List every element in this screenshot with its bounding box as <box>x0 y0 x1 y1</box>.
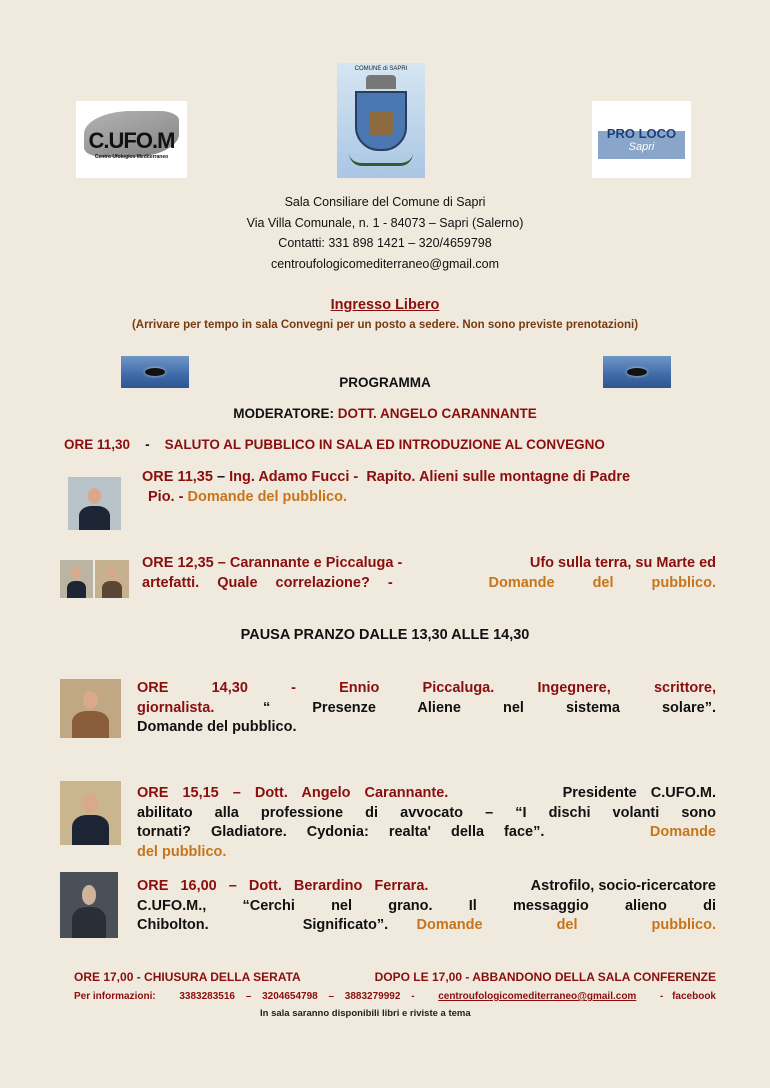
speaker-photo-fucci <box>68 477 121 530</box>
venue-email: centroufologicomediterraneo@gmail.com <box>270 256 500 271</box>
opening-time: ORE 11,30 <box>64 437 131 452</box>
talk-1-time: ORE 11,35 <box>142 469 213 485</box>
speaker-photo-carannante <box>60 560 93 598</box>
talk-2-title-end: artefatti. Quale correlazione? - <box>142 574 393 591</box>
sapri-coat-of-arms <box>337 63 425 178</box>
venue-contacts: Contatti: 331 898 1421 – 320/4659798 <box>278 236 492 250</box>
cufom-logo-text: C.UFO.M <box>88 127 175 153</box>
talk-5 <box>137 877 716 936</box>
talk-2-heading: ORE 12,35 – Carannante e Piccaluga - <box>142 555 403 571</box>
lunch-break: PAUSA PRANZO DALLE 13,30 ALLE 14,30 <box>240 627 530 643</box>
crown-icon <box>366 75 396 89</box>
venue-address: Via Villa Comunale, n. 1 - 84073 – Sapri (Salerno) <box>246 215 524 230</box>
talk-4-questions: Domande <box>649 824 716 840</box>
talk-5-questions: Domande del pubblico. <box>416 917 716 933</box>
talk-4 <box>137 784 716 862</box>
talk-4-description: abilitato alla professione di avvocato – “I dischi volanti sono <box>137 804 716 821</box>
programma-heading: PROGRAMMA <box>339 375 431 390</box>
opening-text: SALUTO AL PUBBLICO IN SALA ED INTRODUZIONE AL CONVEGNO <box>164 437 605 452</box>
coat-of-arms-caption: COMUNE di SAPRI <box>354 66 408 72</box>
leave-time: DOPO LE 17,00 - ABBANDONO DELLA SALA CONFERENZE <box>374 970 716 984</box>
pro-loco-text: PRO LOCO <box>606 126 677 141</box>
shield-icon <box>355 91 407 151</box>
talk-5-role: Astrofilo, socio-ricercatore <box>530 878 716 894</box>
talk-1-dash: – <box>216 469 226 485</box>
talk-4-questions-end: del pubblico. <box>137 843 227 860</box>
venue-info <box>0 192 770 274</box>
talk-1-speaker: Ing. Adamo Fucci - <box>229 469 359 485</box>
talk-4-title: tornati? Gladiatore. Cydonia: realta' della face”. <box>137 824 545 840</box>
footer-times <box>74 970 716 984</box>
opening-line <box>64 437 605 452</box>
moderator-line <box>0 406 770 421</box>
pro-loco-subtitle: Sapri <box>628 141 655 153</box>
closing-time: ORE 17,00 - CHIUSURA DELLA SERATA <box>74 970 301 984</box>
cufom-logo-subtitle: Centro Ufologico Mediterraneo <box>94 153 169 160</box>
talk-1 <box>142 468 716 507</box>
speaker-photos-carannante-piccaluga <box>60 560 129 598</box>
talk-4-heading: ORE 15,15 – Dott. Angelo Carannante. <box>137 785 449 801</box>
talk-4-role: Presidente C.UFO.M. <box>562 785 716 801</box>
pro-loco-logo <box>592 101 691 178</box>
speaker-photo-piccaluga <box>95 560 129 598</box>
talk-1-title-end: Pio. - <box>148 488 184 505</box>
talk-5-title-end: Chibolton. Significato”. <box>137 917 389 933</box>
speaker-photo-piccaluga-2 <box>60 679 121 738</box>
info-email[interactable]: centroufologicomediterraneo@gmail.com <box>438 991 637 1002</box>
venue-name: Sala Consiliare del Comune di Sapri <box>284 195 486 209</box>
talk-3-title: “ Presenze Aliene nel sistema solare”. <box>262 699 716 716</box>
entry-note: (Arrivare per tempo in sala Convegni per un posto a sedere. Non sono previste prenotazioni) <box>131 319 639 331</box>
opening-separator: - <box>145 437 150 452</box>
info-phones: 3383283516 – 3204654798 – 3883279992 - <box>179 991 415 1002</box>
talk-3 <box>137 679 716 738</box>
info-facebook: - facebook <box>659 991 716 1002</box>
talk-1-questions: Domande del pubblico. <box>187 488 347 505</box>
moderator-name: DOTT. ANGELO CARANNANTE <box>337 406 537 421</box>
free-entry-title: Ingresso Libero <box>330 297 440 313</box>
talk-5-heading: ORE 16,00 – Dott. Berardino Ferrara. <box>137 878 429 894</box>
cufom-logo <box>76 101 187 178</box>
talk-1-title: Rapito. Alieni sulle montagne di Padre <box>366 469 631 485</box>
laurel-icon <box>349 153 413 166</box>
speaker-photo-carannante-2 <box>60 781 121 845</box>
talk-5-title: C.UFO.M., “Cerchi nel grano. Il messaggio alieno di <box>137 897 716 914</box>
books-note: In sala saranno disponibili libri e riviste a tema <box>260 1008 471 1019</box>
talk-3-questions: Domande del pubblico. <box>137 719 297 735</box>
info-label: Per informazioni: <box>74 991 156 1002</box>
talk-3-heading: ORE 14,30 - Ennio Piccaluga. Ingegnere, scrittore, <box>137 680 716 696</box>
talk-2-questions: Domande del pubblico. <box>488 574 716 591</box>
talk-3-heading-end: giornalista. <box>137 699 215 716</box>
footer-info <box>74 991 716 1002</box>
talk-2-title: Ufo sulla terra, su Marte ed <box>529 555 716 571</box>
speaker-photo-ferrara <box>60 872 118 938</box>
talk-2 <box>142 554 716 593</box>
moderator-label: MODERATORE: <box>233 406 334 421</box>
